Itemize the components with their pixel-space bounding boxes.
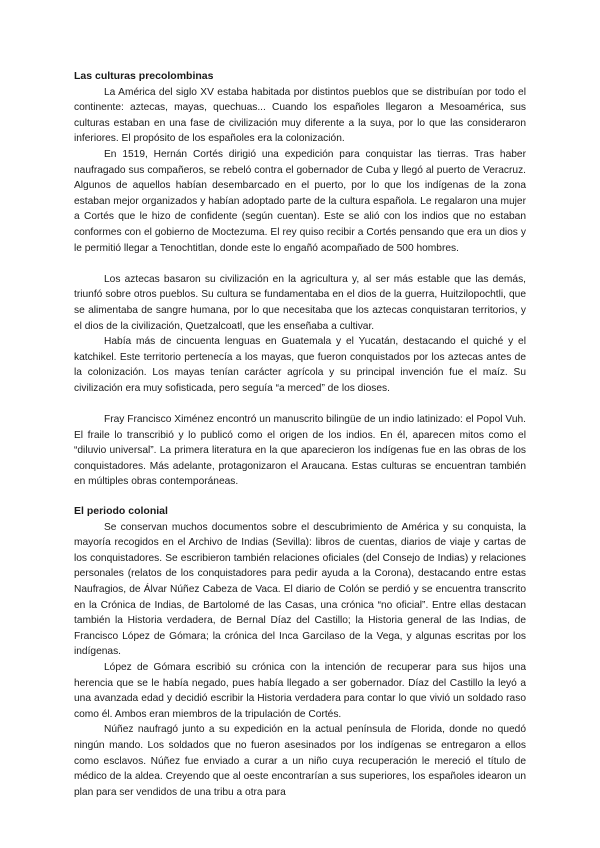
document-page — [74, 69, 526, 800]
paragraph: Núñez naufragó junto a su expedición en la actual península de Florida, donde no quedó ningún mando. Los soldados que no fueron asesinados por los indígenas se entregaron a ellos como esclavos. Núñez fue enviado a curar a un niño cuya recuperación le mereció el título de médico de la aldea. Creyendo que al oeste encontrarían a sus superiores, los españoles idearon un plan para ser vendidos de una tribu a otra para — [74, 724, 526, 798]
section-gap — [74, 490, 526, 504]
paragraph: En 1519, Hernán Cortés dirigió una expedición para conquistar las tierras. Tras haber naufragado sus compañeros, se rebeló contra el gobernador de Cuba y llegó al puerto de Veracruz. Algunos de aquellos habían desembarcado en el puerto, por lo que los indígenas de la zona estaban mejor organizados y habían adoptado parte de la cultura española. Le regalaron una mujer a Cortés que le hizo de confidente (según cuentan). Este se alió con los indios que no estaban conformes con el gobierno de Moctezuma. El rey quiso recibir a Cortés pensando que era un dios y le permitió llegar a Tenochtitlan, donde este lo engañó acompañado de 500 hombres. — [74, 148, 526, 254]
paragraph: Fray Francisco Ximénez encontró un manuscrito bilingüe de un indio latinizado: el Popol Vuh. El fraile lo transcribió y lo publicó como el origen de los indios. En él, aparecen mitos como el “diluvio universal”. La primera literatura en la que aparecieron los indígenas fue en las obras de los conquistadores. Más adelante, protagonizaron el Araucana. Estas culturas se encuentran también en múltiples obras contemporáneas. — [74, 414, 526, 488]
paragraph: López de Gómara escribió su crónica con la intención de recuperar para sus hijos una herencia que se le había negado, pues había llegado a ser gobernador. Díaz del Castillo la leyó a una avanzada edad y decidió escribir la Historia verdadera para contar lo que vivió un soldado raso como él. Ambos eran miembros de la tripulación de Cortés. — [74, 661, 526, 720]
paragraph: Los aztecas basaron su civilización en la agricultura y, al ser más estable que las demás, triunfó sobre otros pueblos. Su cultura se fundamentaba en el dios de la guerra, Huitzilopochtli, que se alimentaba de sangre humana, por lo que necesitaba que los aztecas conquistaran territorios, y el dios de la civilización, Quetzalcoatl, que les enseñaba a cultivar. — [74, 273, 526, 332]
paragraph: Había más de cincuenta lenguas en Guatemala y el Yucatán, destacando el quiché y el katchikel. Este territorio pertenecía a los mayas, que fueron conquistados por los aztecas antes de la colonización. Los mayas tenían carácter agrícola y su principal invención fue el maíz. Su civilización era muy sofisticada, pero seguía “a merced” de los dioses. — [74, 336, 526, 394]
paragraph-gap — [74, 256, 526, 272]
section-heading-precolombinas: Las culturas precolombinas — [74, 70, 214, 82]
paragraph-gap — [74, 396, 526, 412]
paragraph: Se conservan muchos documentos sobre el descubrimiento de América y su conquista, la mayoría recogidos en el Archivo de Indias (Sevilla): libros de cuentas, diarios de viaje y cartas de los conquistadores. Se escribieron también relaciones oficiales (del Consejo de Indias) y relaciones personales (relatos de los conquistadores para pedir ayuda a la Corona), destacando entre estas Naufragios, de Álvar Núñez Cabeza de Vaca. El diario de Colón se perdió y se encuentra transcrito en la Crónica de Indias, de Bartolomé de las Casas, una crónica “no oficial”. Entre ellas destacan también la Historia verdadera, de Bernal Díaz del Castillo; la Historia general de las Indias, de Francisco López de Gómara; la crónica del Inca Garcilaso de la Vega, y algunas escritas por los indígenas. — [74, 521, 526, 658]
paragraph: La América del siglo XV estaba habitada por distintos pueblos que se distribuían por todo el continente: aztecas, mayas, quechuas... Cuando los españoles llegaron a Mesoamérica, sus culturas estaban en una fase de civilización muy diferente a la suya, por lo que las consideraron inferiores. El propósito de los españoles era la colonización. — [74, 86, 526, 145]
section-heading-periodo-colonial: El periodo colonial — [74, 505, 168, 518]
